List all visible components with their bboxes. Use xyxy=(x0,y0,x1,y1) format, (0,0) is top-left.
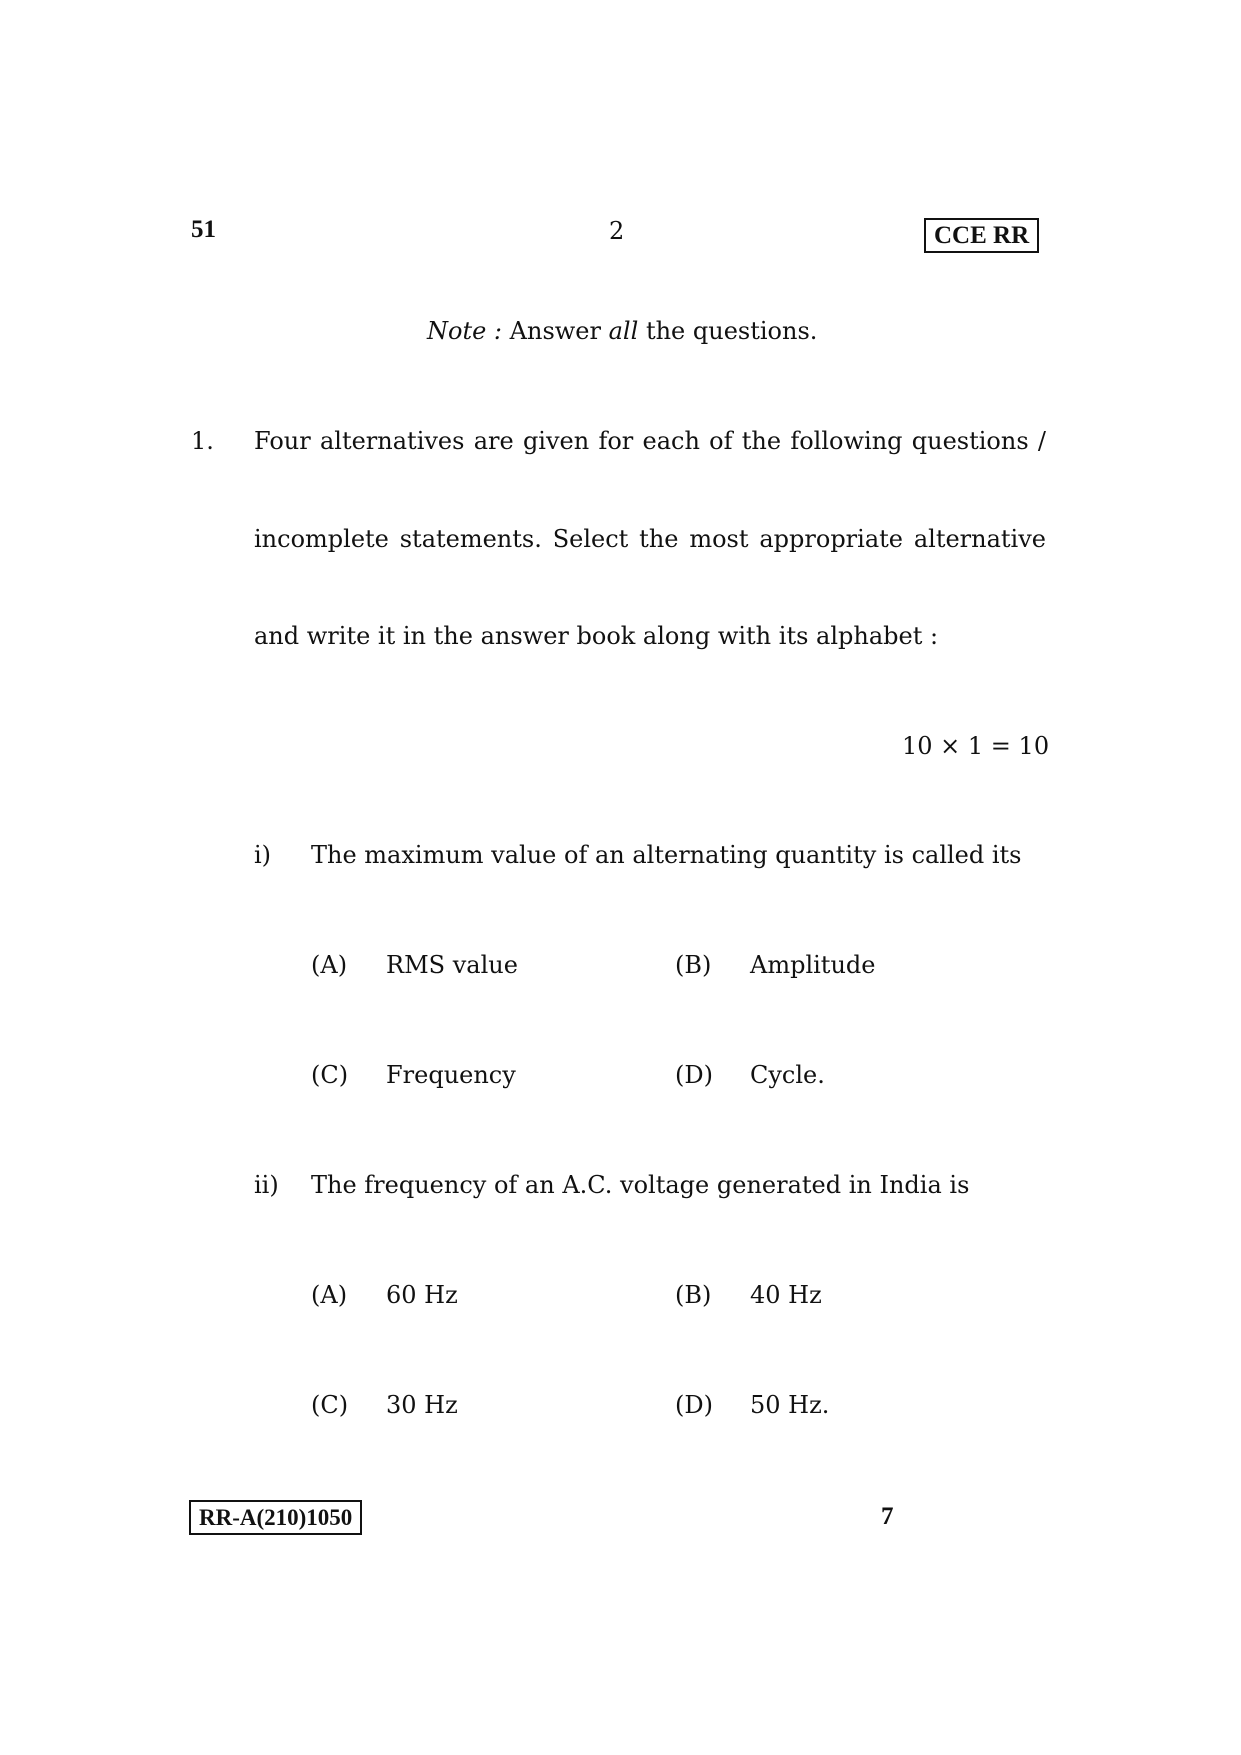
option-text: 40 Hz xyxy=(750,1281,822,1309)
question-line-1: Four alternatives are given for each of the following questions / xyxy=(254,427,1046,455)
subquestion-number: ii) xyxy=(254,1171,279,1199)
paper-code: 51 xyxy=(191,216,216,243)
question-number: 1. xyxy=(191,427,214,455)
note-emphasis: all xyxy=(608,317,639,345)
option-text: 30 Hz xyxy=(386,1391,458,1419)
footer-sheet-number: 7 xyxy=(881,1503,894,1530)
option-letter: (C) xyxy=(311,1391,349,1419)
option-letter: (A) xyxy=(311,951,348,979)
subquestion-text: The frequency of an A.C. voltage generated in India is xyxy=(311,1171,970,1199)
note-line xyxy=(427,316,817,346)
subquestion-number: i) xyxy=(254,841,272,869)
marks-allocation: 10 × 1 = 10 xyxy=(902,732,1050,760)
option-letter: (B) xyxy=(675,951,712,979)
page-number: 2 xyxy=(609,217,625,245)
option-letter: (C) xyxy=(311,1061,349,1089)
option-text: 50 Hz. xyxy=(750,1391,830,1419)
option-letter: (B) xyxy=(675,1281,712,1309)
option-letter: (D) xyxy=(675,1391,713,1419)
exam-code-box: CCE RR xyxy=(924,218,1039,253)
note-text-before: Answer xyxy=(509,317,601,345)
option-text: 60 Hz xyxy=(386,1281,458,1309)
question-line-3: and write it in the answer book along with its alphabet : xyxy=(254,622,939,650)
option-letter: (D) xyxy=(675,1061,713,1089)
option-text: Amplitude xyxy=(750,951,876,979)
option-letter: (A) xyxy=(311,1281,348,1309)
option-text: Frequency xyxy=(386,1061,516,1089)
note-label: Note : xyxy=(427,317,503,345)
footer-code-box: RR-A(210)1050 xyxy=(189,1500,362,1535)
note-text-after: the questions. xyxy=(645,317,818,345)
question-line-2: incomplete statements. Select the most appropriate alternative xyxy=(254,525,1046,553)
option-text: RMS value xyxy=(386,951,518,979)
option-text: Cycle. xyxy=(750,1061,825,1089)
subquestion-text: The maximum value of an alternating quantity is called its xyxy=(311,841,1022,869)
